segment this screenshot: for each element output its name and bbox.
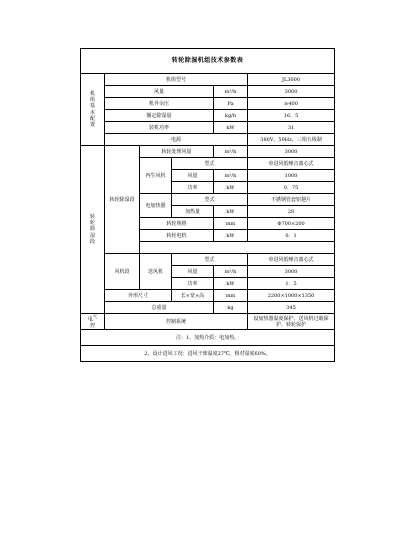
wheel-spec-unit: mm <box>214 218 248 230</box>
wheel-spec-label: 转轮规格 <box>140 218 214 230</box>
supply-fan-power-label: 功率 <box>172 278 214 290</box>
supply-fan-label: 送风机 <box>140 254 172 290</box>
process-air-unit: m³/h <box>214 146 248 158</box>
weight-label: 总重量 <box>105 302 214 314</box>
regen-fan-power-value: 0．75 <box>248 182 335 194</box>
base-section-label: 机 组 基 本 配 置 <box>81 74 105 146</box>
power-supply-value: 380V、50Hz、三相五线制 <box>248 134 335 146</box>
supply-fan-type-value: 单进风低噪音离心式 <box>248 254 335 266</box>
regen-fan-airflow-label: 风量 <box>172 170 214 182</box>
process-air-label: 转轮处理风量 <box>140 146 214 158</box>
dehumidify-label: 额定除湿量 <box>105 110 214 122</box>
wheel-subsection-label: 转轮除湿段 <box>105 146 140 254</box>
regen-fan-type-label: 型式 <box>172 158 248 170</box>
dimensions-unit: mm <box>214 290 248 302</box>
supply-fan-power-unit: kW <box>214 278 248 290</box>
control-section-label: 电$^气$ 控 <box>81 314 105 330</box>
regen-fan-airflow-unit: m³/h <box>214 170 248 182</box>
fan-section-label: 风机段 <box>105 254 140 290</box>
regen-fan-type-value: 单进风低噪音离心式 <box>248 158 335 170</box>
process-air-value: 3000 <box>248 146 335 158</box>
dimensions-value: 2200×1000×1350 <box>248 290 335 302</box>
supply-fan-airflow-label: 风量 <box>172 266 214 278</box>
wheel-spec-value: Φ700×200 <box>248 218 335 230</box>
regen-fan-airflow-value: 1000 <box>248 170 335 182</box>
spec-document <box>80 48 334 362</box>
table-title: 转轮除湿机组技术参数表 <box>81 49 335 74</box>
static-pressure-label: 机外余压 <box>105 98 214 110</box>
static-pressure-unit: Pa <box>214 98 248 110</box>
regen-fan-power-label: 功率 <box>172 182 214 194</box>
model-label: 机组型号 <box>105 74 248 86</box>
wheel-motor-unit: kW <box>214 230 248 242</box>
supply-fan-type-label: 型式 <box>172 254 248 266</box>
weight-unit: kg <box>214 302 248 314</box>
installed-power-value: 31 <box>248 122 335 134</box>
wheel-section-label: 转 轮 除 湿 段 <box>81 146 105 314</box>
weight-value: 345 <box>248 302 335 314</box>
heater-power-unit: kW <box>214 206 248 218</box>
power-supply-label: 电源 <box>105 134 248 146</box>
dimensions-unit-desc: 长×宽×高 <box>172 290 214 302</box>
dimensions-label: 外形尺寸 <box>105 290 172 302</box>
supply-fan-airflow-unit: m³/h <box>214 266 248 278</box>
airflow-label: 风量 <box>105 86 214 98</box>
note-2: 2、设计进风工况：进风干球温度27℃、相对湿度60%。 <box>81 346 335 362</box>
airflow-value: 3000 <box>248 86 335 98</box>
note-1: 注：1、加热介质：电加热。 <box>81 330 335 346</box>
installed-power-unit: kW <box>214 122 248 134</box>
heater-power-value: 28 <box>248 206 335 218</box>
spec-table <box>80 48 335 362</box>
dehumidify-value: 16．5 <box>248 110 335 122</box>
wheel-motor-value: 0．1 <box>248 230 335 242</box>
model-value: JL3000 <box>248 74 335 86</box>
static-pressure-value: ≥400 <box>248 98 335 110</box>
control-system-label: 控制系统 <box>105 314 248 330</box>
heater-type-value: 不锈钢管套铝翅片 <box>248 194 335 206</box>
installed-power-label: 装机功率 <box>105 122 214 134</box>
supply-fan-power-value: 1．5 <box>248 278 335 290</box>
regen-fan-power-unit: kW <box>214 182 248 194</box>
supply-fan-airflow-value: 3000 <box>248 266 335 278</box>
regen-fan-label: 再生风机 <box>140 158 172 194</box>
heater-type-label: 型式 <box>172 194 248 206</box>
wheel-spacer <box>140 242 335 254</box>
heater-label: 电加热器 <box>140 194 172 218</box>
dehumidify-unit: kg/h <box>214 110 248 122</box>
wheel-motor-label: 转轮电机 <box>140 230 214 242</box>
airflow-unit: m³/h <box>214 86 248 98</box>
control-system-value: 设加热器温度保护、送风机过载保护、转轮保护 <box>248 314 335 330</box>
heater-power-label: 加热量 <box>172 206 214 218</box>
